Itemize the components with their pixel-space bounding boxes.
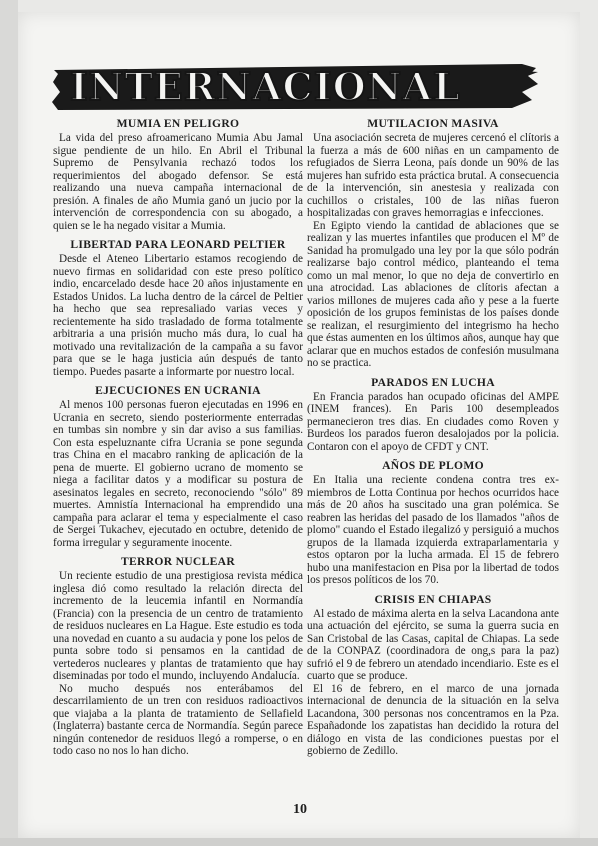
article (53, 555, 303, 758)
article-heading: EJECUCIONES EN UCRANIA (95, 384, 261, 397)
page-number: 10 (293, 802, 307, 817)
right-column (307, 117, 559, 764)
article (53, 384, 303, 549)
article (307, 117, 559, 370)
article-heading: MUTILACION MASIVA (367, 117, 499, 130)
article (53, 117, 303, 232)
article-paragraph: En Francia parados han ocupado oficinas del AMPE (INEM frances). En Paris 100 desempleados permanecieron tres dias. En ciudades como Roven y Burdeos los parados fueron desalojados por la policia. Contaron con el apoyo de CFDT y CNT. (307, 390, 559, 453)
article-paragraph: Un reciente estudio de una prestigiosa revista médica inglesa dió como resultado la relación directa del incremento de la leucemia infantil en Normandía (Francia) con la presencia de un centro de tratamiento de residuos nucleares en La Hague. Este estudio es toda una novedad en cuanto a su audacia y pone los pelos de punta sobre todo si pensamos en la cantidad de vertederos nucleares y plantas de tratamiento que hay diseminadas por todo el mundo, incluyendo Andalucía. (53, 570, 303, 682)
article-paragraph: Una asociación secreta de mujeres cercenó el clítoris a la fuerza a más de 600 niñas en un campamento de refugiados de Sierra Leona, país donde un 90% de las mujeres han sufrido esta práctica brutal. A consecuencia de la intervención, sin anestesia y realizada con cuchillos o cristales, 100 de las niñas fueron hospitalizadas con graves hemorragias e infecciones. (307, 132, 559, 219)
article-paragraph: Al estado de máxima alerta en la selva Lacandona ante una actuación del ejército, se suma la guerra sucia en San Cristobal de las Casas, capital de Chiapas. La sede de la CONPAZ (coordinadora de ong,s para la paz) sufrió el 9 de febrero un atendado incendiario. Este es el cuarto que se produce. (307, 607, 559, 682)
article-heading: AÑOS DE PLOMO (382, 459, 484, 472)
article (307, 459, 559, 587)
article-paragraph: El 16 de febrero, en el marco de una jornada internacional de denuncia de la situación en la selva Lacandona, 300 personas nos concentramos en la Pza. Españadonde los zapatistas han decidido la rotura del diálogo en vista de las condiciones puestas por el gobierno de Zedillo. (307, 682, 559, 757)
article-paragraph: En Italia una reciente condena contra tres ex-miembros de Lotta Continua por hechos ocurridos hace más de 20 años ha suscitado una gran polémica. Se reabren las heridas del pasado de los llamados "años de plomo" cuando el Estado ilegalizó y persiguió a muchos grupos de la llamada izquierda extraparlamentaria y estos optaron por la lucha armada. El 15 de febrero hubo una manifestacion en Pisa por la libertad de todos los presos políticos de los 70. (307, 474, 559, 586)
article-heading: CRISIS EN CHIAPAS (374, 592, 492, 606)
article-heading: LIBERTAD PARA LEONARD PELTIER (70, 238, 286, 251)
section-title: INTERNACIONAL (70, 64, 461, 109)
article-paragraph: En Egipto viendo la cantidad de ablaciones que se realizan y las muertes infantiles que producen el Mº de Sanidad ha promulgado una ley por la que sólo podrán realizarse bajo control médico, planteando el tema como un mal menor, lo que no deja de convertirlo en una atrocidad. Las ablaciones de clítoris afectan a varios millones de mujeres cada año y pese a la fuerte oposición de los grupos feministas de los países donde se realizan, el resurgimiento del integrismo ha hecho que éstas aumenten en los últimos años, aunque hay que aclarar que en muchos estados de confesión musulmana no se practica. (307, 219, 559, 369)
article-heading: TERROR NUCLEAR (120, 555, 236, 568)
article-paragraph: Desde el Ateneo Libertario estamos recogiendo de nuevo firmas en solidaridad con este preso político indio, encarcelado desde hace 20 años injustamente en Estados Unidos. La lucha dentro de la cárcel de Peltier ha hecho que sea represaliado varias veces y recientemente ha sido trasladado de forma totalmente arbitraria a una prisión mucho más dura, lo cual ha motivado una revitalización de la campaña a su favor para que se le haga justicia aún después de tanto tiempo. Puedes pasarte a informarte por nuestro local. (53, 253, 303, 378)
article-heading: PARADOS EN LUCHA (371, 375, 495, 389)
article (307, 376, 559, 454)
page-shadow-bottom (0, 838, 598, 846)
article-paragraph: Al menos 100 personas fueron ejecutadas en 1996 en Ucrania en secreto, siendo posteriormente enterradas en tumbas sin nombre y sin dar aviso a sus familias. Con esta espeluznante cifra Ucrania se pone segunda tras China en el macabro ranking de aplicación de la pena de muerte. El gobierno ucrano de momento se niega a facilitar datos y a modificar su postura de asesinatos legales en secreto, reconociendo "sólo" 89 muertes. Amnistía Internacional ha emprendido una campaña para aclarar el tema y especialmente el caso de Sergei Tukachev, ejecutado en octubre, detenido de forma irregular y seguramente inocente. (53, 399, 303, 549)
article (307, 593, 559, 758)
article-heading: MUMIA EN PELIGRO (116, 117, 240, 130)
article (53, 238, 303, 378)
page-shadow-left (0, 0, 18, 846)
left-column (53, 117, 303, 764)
article-paragraph: No mucho después nos enterábamos del descarrilamiento de un tren con residuos radioactivos que viajaba a la planta de tratamiento de Sellafield (Inglaterra) bastante cerca de Normandía. Según parece ningún contenedor de residuos llegó a romperse, o en todo caso no nos lo han dicho. (53, 682, 303, 757)
section-banner (52, 62, 538, 112)
article-paragraph: La vida del preso afroamericano Mumia Abu Jamal sigue pendiente de un hilo. En Abril el Tribunal Supremo de Pensylvania rechazó todos los requerimientos del abogado defensor. Se está realizando una nueva campaña internacional de presión. A finales de año Mumia ganó un jucio por la intervención de correspondencia con su abogado, a quien se le ha negado visitar a Mumia. (53, 132, 303, 232)
